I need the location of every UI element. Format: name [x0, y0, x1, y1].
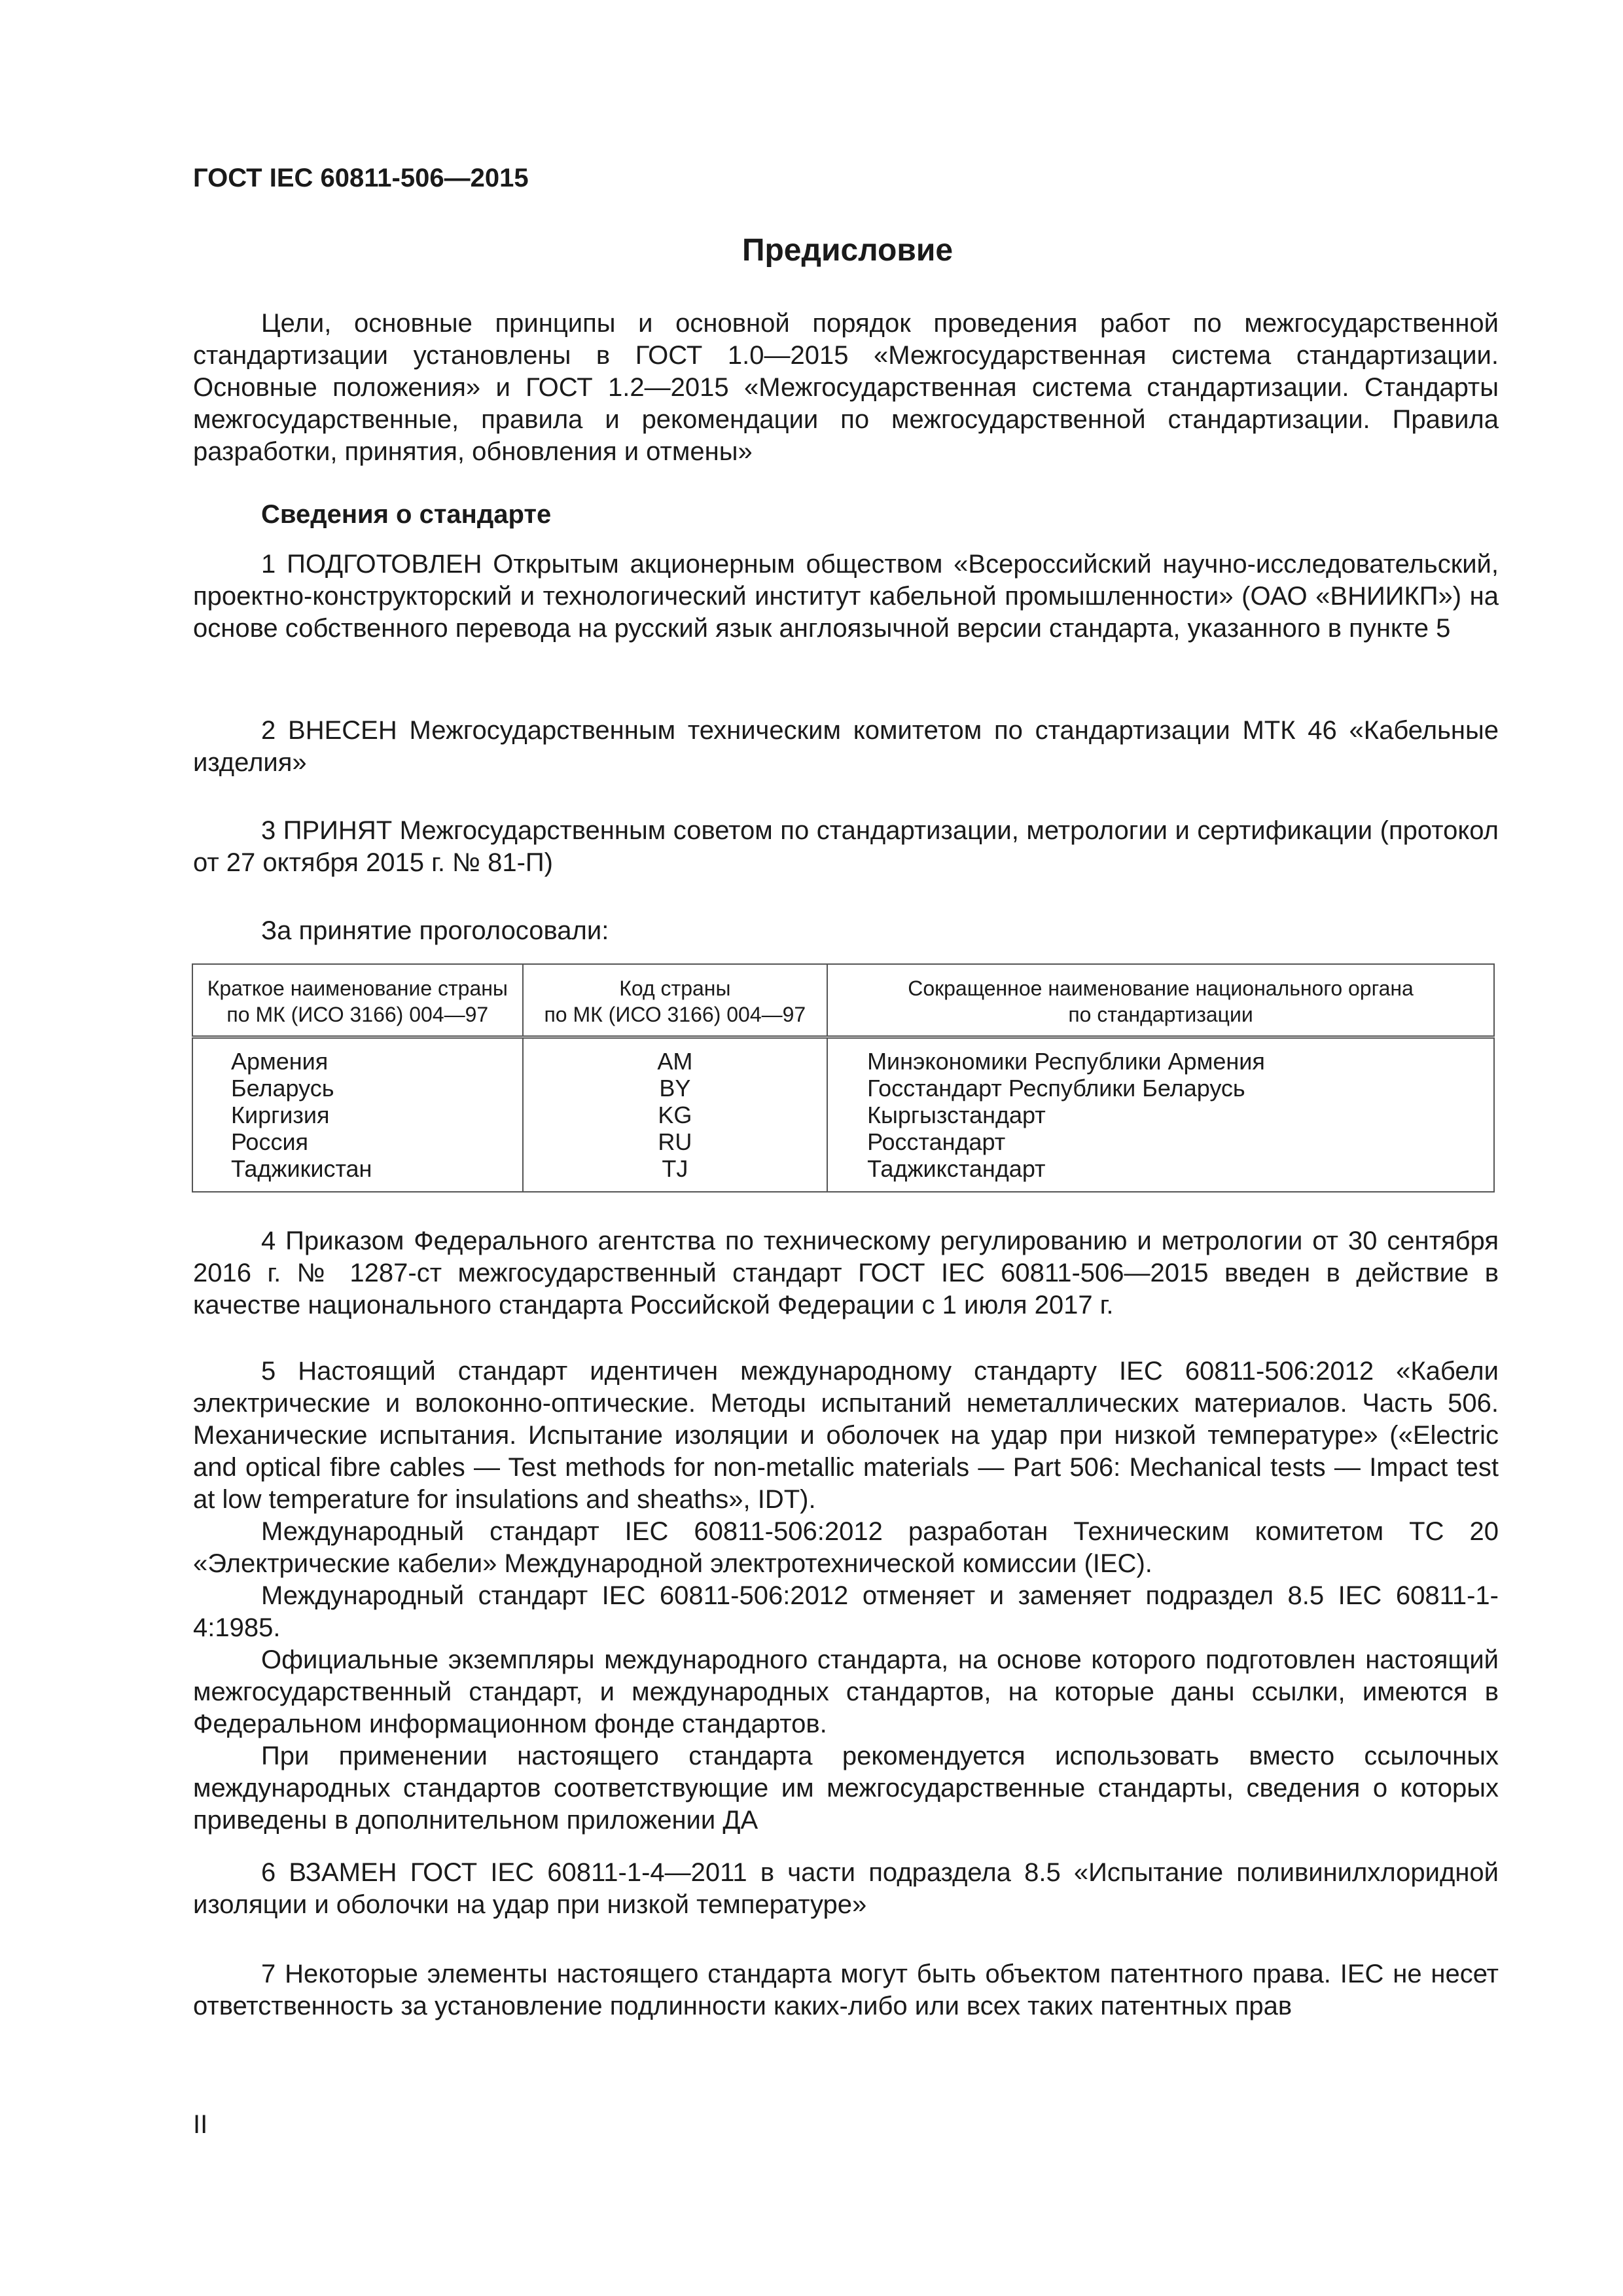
- intro-paragraph: Цели, основные принципы и основной порядок проведения работ по межгосударственной стандартизации установлены в ГОСТ 1.0—2015 «Межгосударственная система стандартизации. Основные положения» и ГОСТ 1.2—2015 «Межгосударственная система стандартизации. Стандарты межгосударственные, правила и рекомендации по межгосударственной стандартизации. Правила разработки, принятия, обновления и отмены»: [193, 309, 1499, 466]
- item-7-patent: 7 Некоторые элементы настоящего стандарта могут быть объектом патентного права. IEC не несет ответственность за установление подлинности каких-либо или всех таких патентных прав: [193, 1960, 1499, 2020]
- cell-country: Армения: [231, 1048, 329, 1075]
- cell-country: Таджикистан: [231, 1155, 372, 1182]
- cell-code: KG: [523, 1102, 827, 1128]
- item-3-adopted: 3 ПРИНЯТ Межгосударственным советом по стандартизации, метрологии и сертификации (протокол от 27 октября 2015 г. № 81-П): [193, 816, 1499, 877]
- cell-country: Беларусь: [231, 1075, 334, 1102]
- item-5-application-note: При применении настоящего стандарта рекомендуется использовать вместо ссылочных международных стандартов соответствующие им межгосударственные стандарты, сведения о которых приведены в дополнительном приложении ДА: [193, 1742, 1499, 1835]
- cell-code: TJ: [523, 1155, 827, 1192]
- item-5-official-copies: Официальные экземпляры международного стандарта, на основе которого подготовлен настоящий межгосударственный стандарт, и международных стандартов, на которые даны ссылки, имеются в Федеральном информационном фонде стандартов.: [193, 1645, 1499, 1738]
- table-row: [192, 1102, 1494, 1128]
- item-2-submitted: 2 ВНЕСЕН Межгосударственным техническим комитетом по стандартизации МТК 46 «Кабельные изделия»: [193, 716, 1499, 777]
- cell-country: Киргизия: [231, 1102, 330, 1128]
- item-4-enacted: 4 Приказом Федерального агентства по техническому регулированию и метрологии от 30 сентября 2016 г. № 1287-ст межгосударственный стандарт ГОСТ IEC 60811-506—2015 введен в действие в качестве национального стандарта Российской Федерации с 1 июля 2017 г.: [193, 1227, 1499, 1319]
- column-header-code: Код страны по МК (ИСО 3166) 004—97: [523, 964, 827, 1037]
- item-5-block: [193, 1355, 1499, 1837]
- table-header-row: [192, 964, 1494, 1037]
- cell-body: Кыргызстандарт: [827, 1102, 1494, 1128]
- item-6-replaces: 6 ВЗАМЕН ГОСТ IEC 60811-1-4—2011 в части подраздела 8.5 «Испытание поливинилхлоридной изоляции и оболочки на удар при низкой температуре»: [193, 1858, 1499, 1919]
- column-header-country: Краткое наименование страны по МК (ИСО 3166) 004—97: [192, 964, 523, 1037]
- table-row: [192, 1128, 1494, 1155]
- cell-code: RU: [523, 1128, 827, 1155]
- document-header: ГОСТ IEC 60811-506—2015: [193, 164, 529, 192]
- vote-label: За принятие проголосовали:: [261, 916, 609, 945]
- page-title: Предисловие: [741, 233, 954, 268]
- cell-body: Госстандарт Республики Беларусь: [827, 1075, 1494, 1102]
- item-5-identical: 5 Настоящий стандарт идентичен международному стандарту IEC 60811-506:2012 «Кабели электрические и волоконно-оптические. Методы испытаний неметаллических материалов. Часть 506. Механические испытания. Испытание изоляции и оболочек на удар при низкой температуре» («Electric and optical fibre cables — Test methods for non-metallic materials — Part 506: Mechanical tests — Impact test at low temperature for insulations and sheaths», IDT).: [193, 1357, 1499, 1514]
- cell-code: BY: [523, 1075, 827, 1102]
- item-1-prepared: 1 ПОДГОТОВЛЕН Открытым акционерным обществом «Всероссийский научно-исследовательский, проектно-конструкторский и технологический институт кабельной промышленности» (ОАО «ВНИИКП») на основе собственного перевода на русский язык англоязычной версии стандарта, указанного в пункте 5: [193, 550, 1499, 643]
- page-number: II: [193, 2110, 208, 2139]
- item-5-replaces: Международный стандарт IEC 60811-506:2012 отменяет и заменяет подраздел 8.5 IEC 60811-1-4:1985.: [193, 1581, 1499, 1642]
- cell-body: Таджикстандарт: [827, 1155, 1494, 1192]
- cell-body: Минэкономики Республики Армения: [827, 1037, 1494, 1075]
- cell-country: Россия: [231, 1128, 309, 1155]
- voting-countries-table: [192, 963, 1495, 1193]
- column-header-body: Сокращенное наименование национального органа по стандартизации: [827, 964, 1494, 1037]
- table-row: [192, 1037, 1494, 1075]
- table-row: [192, 1155, 1494, 1192]
- section-heading: Сведения о стандарте: [261, 500, 552, 529]
- table-row: [192, 1075, 1494, 1102]
- cell-code: AM: [523, 1037, 827, 1075]
- cell-body: Росстандарт: [827, 1128, 1494, 1155]
- item-5-developed-by: Международный стандарт IEC 60811-506:2012 разработан Техническим комитетом ТС 20 «Электрические кабели» Международной электротехнической комиссии (IEC).: [193, 1517, 1499, 1578]
